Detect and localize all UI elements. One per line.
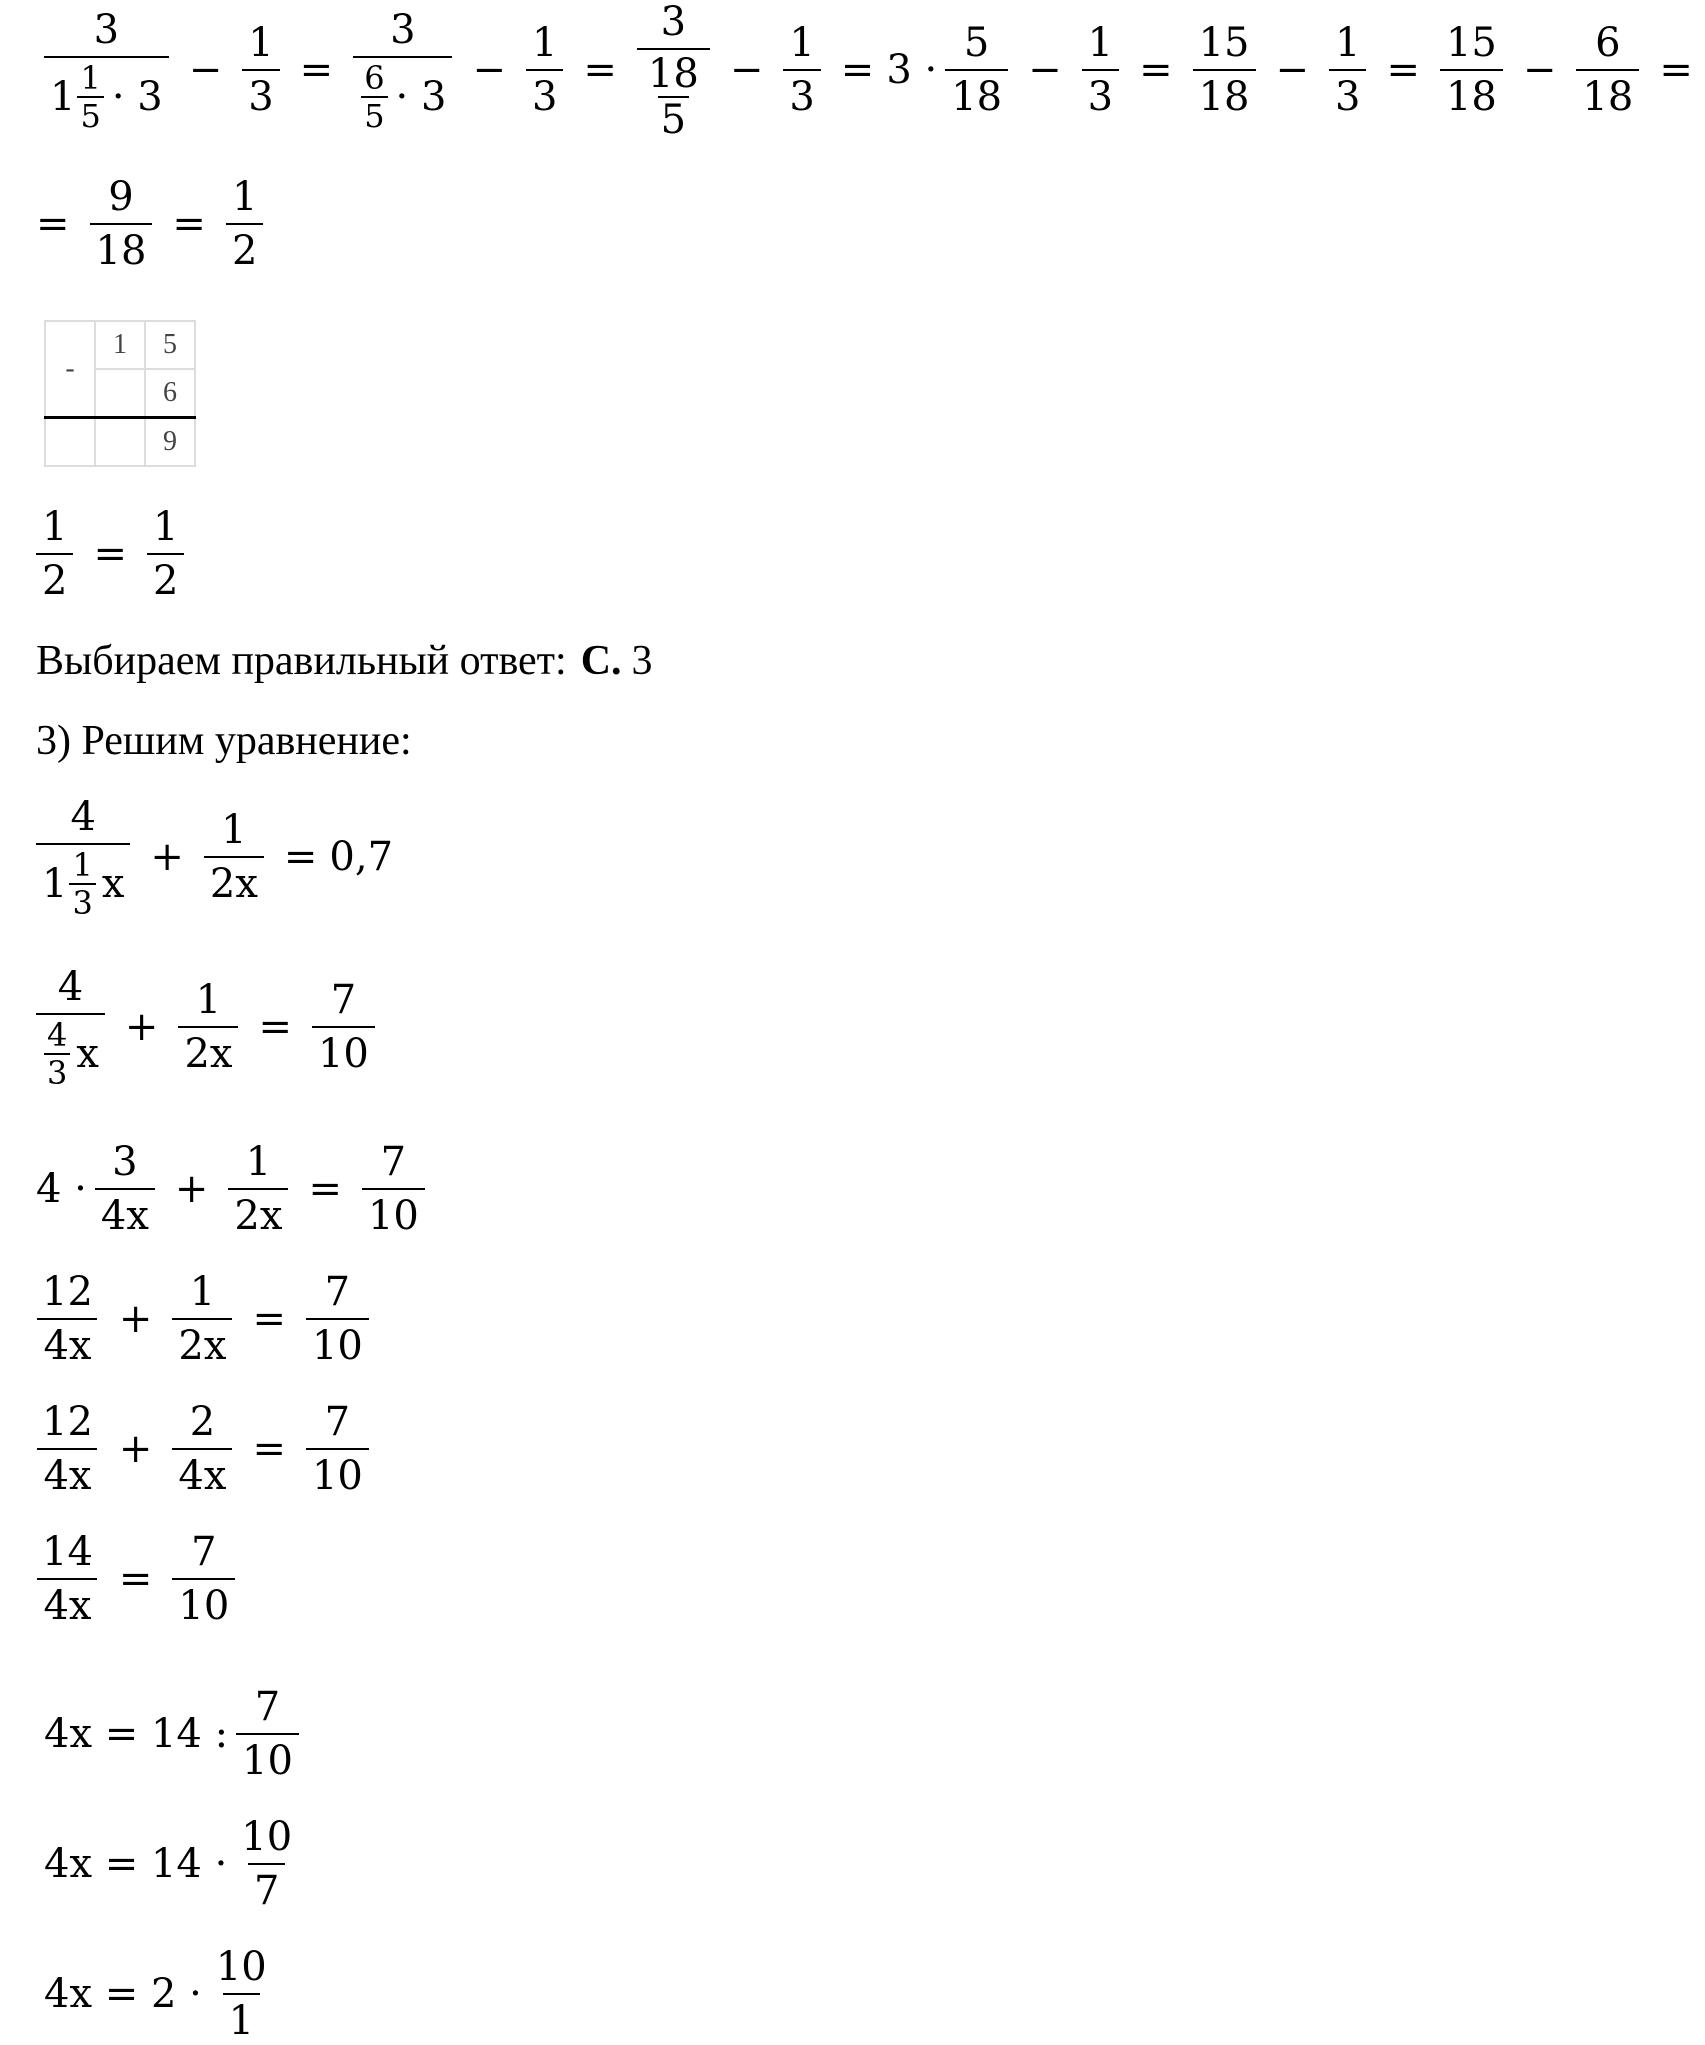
leading-term: 4 ·: [36, 1166, 87, 1212]
fraction: [353, 7, 452, 135]
fraction: [226, 175, 263, 273]
numerator: 1: [231, 174, 258, 220]
equation-line-2: [36, 175, 271, 273]
answer-letter: C.: [580, 638, 622, 684]
equals-sign: =: [1386, 47, 1420, 93]
operator: −: [1522, 47, 1557, 93]
equation-line-1: [36, 0, 1705, 143]
operator: −: [1028, 47, 1062, 93]
denominator: [36, 843, 130, 922]
denominator: 10: [312, 1026, 375, 1076]
denominator-tail: x: [76, 1031, 99, 1077]
numerator: 4: [57, 964, 84, 1010]
nested-fraction: [645, 51, 702, 143]
equation-line-3: [36, 505, 192, 603]
denominator: 10: [306, 1448, 369, 1498]
numerator: 7: [191, 1529, 217, 1575]
grid-cell: 6: [145, 369, 195, 418]
fraction: [36, 505, 73, 603]
operator: +: [118, 1426, 153, 1472]
denominator-tail: · 3: [395, 74, 447, 120]
numerator: 1: [1335, 20, 1361, 66]
operator: +: [118, 1296, 153, 1342]
fraction: [235, 1815, 298, 1913]
fraction: [526, 21, 563, 119]
small-numerator: 4: [47, 1016, 68, 1054]
denominator: 4x: [37, 1578, 97, 1628]
small-fraction: [361, 59, 387, 135]
small-denominator: 3: [69, 883, 95, 919]
numerator: 1: [152, 504, 179, 550]
operator: +: [174, 1166, 209, 1212]
fraction: [178, 978, 238, 1076]
numerator: 10: [241, 1814, 293, 1860]
denominator: [36, 1013, 105, 1092]
equation-e4: [36, 1270, 377, 1368]
column-subtraction-grid: [44, 320, 196, 467]
fraction: [36, 1270, 99, 1368]
numerator: 3: [112, 1139, 138, 1185]
numerator: 9: [108, 174, 134, 220]
fraction: [172, 1530, 235, 1628]
left-hand-side: 4x = 14 :: [44, 1711, 229, 1757]
task-heading: [36, 717, 412, 765]
numerator: 6: [1595, 20, 1621, 66]
equals-sign: =: [1139, 47, 1173, 93]
grid-cell: 5: [145, 321, 195, 369]
small-numerator: 18: [647, 51, 699, 97]
denominator: 2x: [178, 1026, 238, 1076]
numerator: 15: [1445, 20, 1497, 66]
equation-e7: [44, 1685, 307, 1783]
numerator: 15: [1198, 20, 1250, 66]
numerator: 3: [660, 0, 687, 45]
grid-cell: [95, 418, 145, 467]
small-numerator: 1: [72, 846, 93, 884]
denominator: 10: [362, 1188, 425, 1238]
numerator: 1: [1087, 20, 1114, 66]
numerator: 7: [330, 977, 357, 1023]
small-fraction: [69, 846, 95, 922]
denominator: 3: [526, 69, 563, 119]
grid-cell: 1: [95, 321, 145, 369]
numerator: 7: [380, 1139, 407, 1185]
numerator: 1: [189, 1269, 216, 1315]
denominator: 7: [248, 1863, 285, 1913]
denominator: [44, 56, 169, 135]
numerator: 7: [324, 1269, 351, 1315]
equals-sign: =: [1659, 47, 1693, 93]
fraction: [306, 1400, 369, 1498]
denominator: 10: [306, 1318, 369, 1368]
equals-sign: =: [299, 47, 334, 93]
small-fraction: [44, 1016, 70, 1092]
numerator: 12: [42, 1269, 93, 1315]
fraction: [783, 21, 820, 119]
task-3-title: 3) Решим уравнение:: [36, 718, 412, 764]
fraction: [36, 964, 105, 1092]
denominator: 3: [242, 69, 279, 119]
fraction: [236, 1685, 299, 1783]
denominator: 4x: [95, 1188, 155, 1238]
equals-sign: =: [840, 47, 875, 93]
small-fraction: [77, 59, 103, 135]
equals-sign: =: [283, 834, 318, 880]
small-denominator: 3: [44, 1053, 70, 1089]
denominator: 10: [172, 1578, 235, 1628]
equals-sign: =: [583, 47, 617, 93]
denominator: 10: [236, 1733, 299, 1783]
fraction: [1440, 21, 1503, 119]
fraction: [44, 7, 169, 135]
numerator: 1: [195, 977, 222, 1023]
equals-sign: =: [93, 531, 127, 577]
equation-e9: [44, 1945, 281, 2043]
denominator: 18: [90, 223, 153, 273]
whole-part: 1: [42, 861, 68, 907]
operator: +: [150, 834, 184, 880]
denominator: [637, 48, 710, 143]
fraction: [204, 808, 264, 906]
fraction: [228, 1140, 288, 1238]
answer-value: 3: [631, 638, 653, 684]
operator: −: [729, 47, 764, 93]
numerator: 5: [963, 20, 990, 66]
denominator: 18: [1576, 69, 1639, 119]
denominator: [353, 56, 452, 135]
equation-e8: [44, 1815, 306, 1913]
equation-e6: [36, 1530, 243, 1628]
small-numerator: 6: [364, 59, 385, 97]
fraction: [242, 21, 279, 119]
equation-e1: [36, 794, 394, 922]
denominator: 18: [1440, 69, 1503, 119]
grid-cell: [95, 369, 145, 418]
small-denominator: 5: [658, 96, 689, 140]
fraction: [945, 21, 1008, 119]
equals-sign: =: [252, 1296, 286, 1342]
denominator: 4x: [37, 1448, 97, 1498]
denominator: 3: [1082, 69, 1119, 119]
term: 3 ·: [886, 47, 938, 93]
denominator: 18: [1193, 69, 1256, 119]
denominator: 18: [945, 69, 1008, 119]
denominator: 2x: [172, 1318, 232, 1368]
denominator-tail: x: [101, 861, 125, 907]
operator: −: [188, 47, 223, 93]
equals-sign: =: [36, 201, 70, 247]
numerator: 4: [70, 794, 96, 840]
fraction: [362, 1140, 425, 1238]
fraction: [172, 1270, 232, 1368]
fraction: [1329, 21, 1366, 119]
operator: −: [472, 47, 506, 93]
numerator: 10: [215, 1944, 267, 1990]
equation-e2: [36, 964, 383, 1092]
operator: +: [124, 1004, 159, 1050]
fraction: [210, 1945, 273, 2043]
left-hand-side: 4x = 2 ·: [44, 1971, 202, 2017]
numerator: 1: [531, 20, 558, 66]
equals-sign: =: [258, 1004, 292, 1050]
small-denominator: 5: [361, 96, 387, 132]
equals-sign: =: [118, 1556, 153, 1602]
fraction: [1193, 21, 1256, 119]
equals-sign: =: [172, 201, 206, 247]
whole-part: 1: [50, 74, 76, 120]
denominator: 3: [783, 69, 820, 119]
denominator: 2: [226, 223, 263, 273]
numerator: 3: [390, 7, 416, 53]
numerator: 3: [93, 7, 120, 53]
denominator: 3: [1329, 69, 1366, 119]
numerator: 2: [189, 1399, 216, 1445]
equation-e5: [36, 1400, 377, 1498]
small-denominator: 5: [77, 96, 103, 132]
minus-sign: -: [45, 321, 95, 418]
denominator: 2: [36, 553, 73, 603]
fraction: [36, 794, 130, 922]
numerator: 1: [245, 1139, 272, 1185]
fraction: [1082, 21, 1119, 119]
numerator: 12: [42, 1399, 93, 1445]
fraction: [95, 1140, 155, 1238]
denominator: 2x: [228, 1188, 288, 1238]
numerator: 7: [324, 1399, 351, 1445]
left-hand-side: 4x = 14 ·: [44, 1841, 228, 1887]
denominator-tail: · 3: [111, 74, 163, 120]
equation-e3: [36, 1140, 433, 1238]
equals-sign: =: [308, 1166, 342, 1212]
fraction: [36, 1530, 99, 1628]
numerator: 14: [42, 1529, 93, 1575]
answer-prefix: Выбираем правильный ответ:: [36, 638, 567, 684]
fraction: [172, 1400, 232, 1498]
fraction: [147, 505, 184, 603]
small-numerator: 1: [80, 59, 101, 97]
equals-sign: =: [252, 1426, 286, 1472]
numerator: 1: [42, 504, 68, 550]
numerator: 1: [248, 20, 274, 66]
denominator: 2x: [204, 856, 264, 906]
fraction: [637, 0, 710, 143]
grid-cell: [45, 418, 95, 467]
fraction: [90, 175, 153, 273]
denominator: 4x: [172, 1448, 232, 1498]
fraction: [1576, 21, 1639, 119]
operator: −: [1275, 47, 1310, 93]
denominator: 1: [223, 1993, 260, 2043]
denominator: 4x: [37, 1318, 97, 1368]
fraction: [306, 1270, 369, 1368]
numerator: 7: [254, 1684, 281, 1730]
answer-line: [36, 637, 653, 685]
fraction: [312, 978, 375, 1076]
grid-cell: 9: [145, 418, 195, 467]
numerator: 1: [221, 807, 247, 853]
numerator: 1: [789, 20, 815, 66]
right-hand-side: 0,7: [329, 834, 394, 880]
denominator: 2: [147, 553, 184, 603]
fraction: [36, 1400, 99, 1498]
